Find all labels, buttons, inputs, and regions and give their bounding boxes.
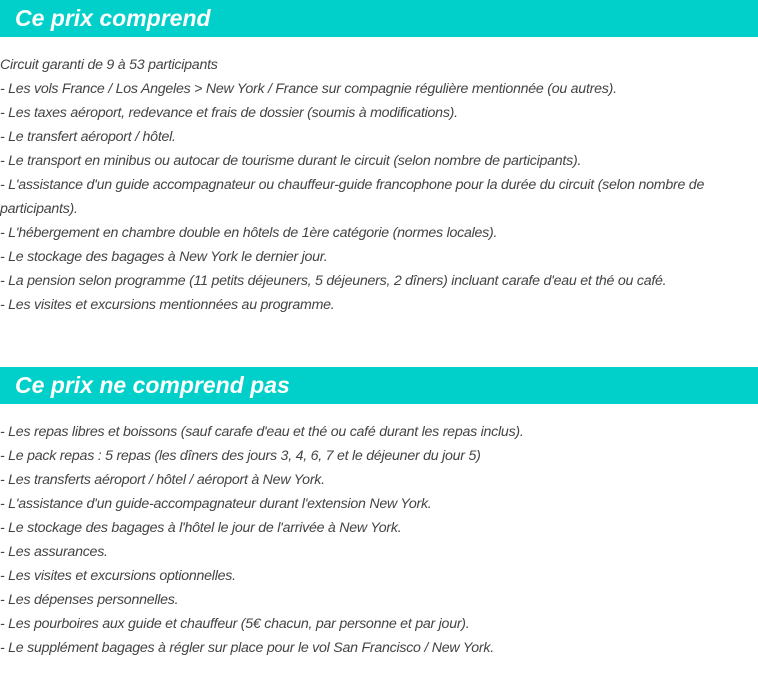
list-item: - L'hébergement en chambre double en hôtels de 1ère catégorie (normes locales). [0, 225, 498, 241]
list-item: - Le transport en minibus ou autocar de tourisme durant le circuit (selon nombre de participants). [0, 153, 582, 169]
list-item: - La pension selon programme (11 petits déjeuners, 5 déjeuners, 2 dîners) incluant carafe d'eau et thé ou café. [0, 273, 667, 289]
list-item: - Le pack repas : 5 repas (les dîners des jours 3, 4, 6, 7 et le déjeuner du jour 5) [0, 448, 481, 464]
list-item: - L'assistance d'un guide accompagnateur ou chauffeur-guide francophone pour la durée du circuit (selon nombre de participants). [0, 177, 705, 217]
list-item: - Le stockage des bagages à l'hôtel le jour de l'arrivée à New York. [0, 520, 402, 536]
included-list [0, 53, 758, 317]
list-item: - Les pourboires aux guide et chauffeur (5€ chacun, par personne et par jour). [0, 616, 470, 632]
list-item: - Le stockage des bagages à New York le dernier jour. [0, 249, 328, 265]
list-item: - Le supplément bagages à régler sur place pour le vol San Francisco / New York. [0, 640, 494, 656]
excluded-title: Ce prix ne comprend pas [15, 372, 290, 398]
list-item: - Les assurances. [0, 544, 108, 560]
list-item: - Le transfert aéroport / hôtel. [0, 129, 176, 145]
list-item: - Les taxes aéroport, redevance et frais de dossier (soumis à modifications). [0, 105, 458, 121]
list-item: - Les dépenses personnelles. [0, 592, 179, 608]
list-item: - Les vols France / Los Angeles > New York / France sur compagnie régulière mentionnée (ou autres). [0, 81, 617, 97]
list-item: - Les visites et excursions optionnelles. [0, 568, 236, 584]
included-title: Ce prix comprend [15, 5, 211, 31]
excluded-section-header [0, 367, 758, 404]
list-item: - Les repas libres et boissons (sauf carafe d'eau et thé ou café durant les repas inclus). [0, 424, 524, 440]
list-item: Circuit garanti de 9 à 53 participants [0, 57, 218, 73]
included-section-header [0, 0, 758, 37]
excluded-list [0, 420, 758, 660]
list-item: - Les visites et excursions mentionnées au programme. [0, 297, 335, 313]
list-item: - L'assistance d'un guide-accompagnateur durant l'extension New York. [0, 496, 432, 512]
list-item: - Les transferts aéroport / hôtel / aéroport à New York. [0, 472, 325, 488]
